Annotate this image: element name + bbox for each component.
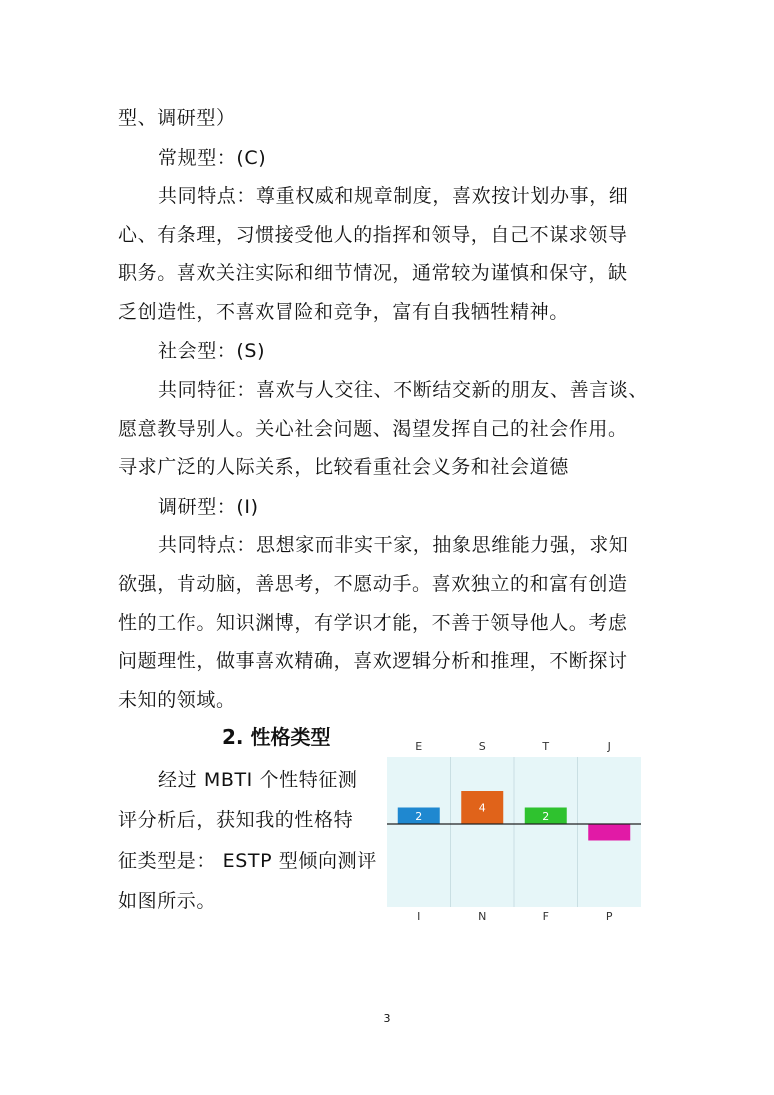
side-text-line: 经过 MBTI 个性特征测 — [158, 769, 358, 791]
top-axis-label: J — [607, 740, 611, 753]
bar-value-label: 2 — [415, 809, 423, 823]
paragraph-line: 共同特点：尊重权威和规章制度，喜欢按计划办事，细 — [158, 185, 629, 207]
subheading-conventional: 常规型：(C) — [158, 147, 267, 169]
paragraph-line: 性的工作。知识渊博，有学识才能，不善于领导他人。考虑 — [118, 612, 628, 634]
page-number: 3 — [383, 1012, 391, 1025]
paragraph-line: 型、调研型） — [118, 107, 236, 129]
paragraph-line: 心、有条理，习惯接受他人的指挥和领导，自己不谋求领导 — [118, 224, 628, 246]
paragraph-line: 问题理性，做事喜欢精确，喜欢逻辑分析和推理，不断探讨 — [118, 650, 628, 672]
top-axis-label: T — [542, 740, 550, 753]
paragraph-line: 共同特点：思想家而非实干家，抽象思维能力强，求知 — [158, 534, 629, 556]
mbti-chart — [385, 732, 643, 927]
bar-value-label: 2 — [542, 809, 550, 823]
side-text-line: 征类型是： ESTP 型倾向测评 — [118, 850, 377, 872]
paragraph-line: 欲强，肯动脑，善思考，不愿动手。喜欢独立的和富有创造 — [118, 573, 628, 595]
side-text-line: 评分析后，获知我的性格特 — [118, 809, 354, 831]
subheading-social: 社会型：(S) — [158, 340, 266, 362]
bottom-axis-label: N — [478, 910, 487, 923]
paragraph-line: 寻求广泛的人际关系，比较看重社会义务和社会道德 — [118, 456, 569, 478]
paragraph-line: 职务。喜欢关注实际和细节情况，通常较为谨慎和保守，缺 — [118, 262, 628, 284]
paragraph-line: 乏创造性，不喜欢冒险和竞争，富有自我牺牲精神。 — [118, 301, 569, 323]
top-axis-label: E — [415, 740, 423, 753]
paragraph-line: 共同特征：喜欢与人交往、不断结交新的朋友、善言谈、 — [158, 379, 649, 401]
section-heading: 2. 性格类型 — [222, 725, 331, 749]
bar — [588, 824, 630, 841]
bottom-axis-label: F — [542, 910, 549, 923]
subheading-investigative: 调研型：(I) — [158, 496, 259, 518]
top-axis-label: S — [478, 740, 486, 753]
bottom-axis-label: P — [605, 910, 613, 923]
paragraph-line: 愿意教导别人。关心社会问题、渴望发挥自己的社会作用。 — [118, 418, 628, 440]
bottom-axis-label: I — [417, 910, 421, 923]
bar-value-label: 4 — [478, 801, 486, 815]
paragraph-line: 未知的领域。 — [118, 689, 236, 711]
side-text-line: 如图所示。 — [118, 890, 217, 912]
